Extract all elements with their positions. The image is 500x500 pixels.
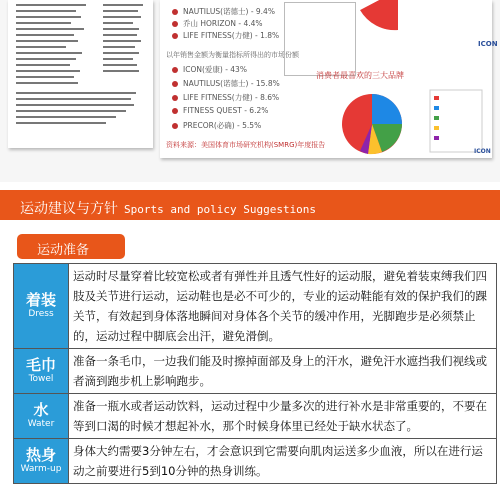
text-line	[16, 110, 126, 112]
text-line	[16, 28, 84, 30]
source-note: 资料来源：美国体育市场研究机构(SMRG)年度报告	[166, 141, 326, 149]
text-line	[103, 52, 139, 54]
brand-share-text: PRECOR(必确) - 5.5%	[183, 121, 262, 130]
brand-share-text: 乔山 HORIZON - 4.4%	[183, 19, 263, 28]
brand-share-item	[172, 18, 263, 29]
row-description: 准备一瓶水或者运动饮料，运动过程中少量多次的进行补水是非常重要的，不要在等到口渴的时候才想起补水，那个时候身体里已经处于缺水状态了。	[73, 399, 487, 433]
section-tab	[17, 234, 125, 259]
legend-swatch	[434, 136, 439, 140]
document-page-left	[8, 0, 153, 148]
pie-slice	[372, 94, 402, 124]
text-line	[103, 64, 137, 66]
text-line	[16, 70, 80, 72]
banner-title-zh: 运动建议与方针	[20, 201, 118, 217]
text-line	[16, 46, 66, 48]
bullet-icon	[172, 21, 178, 27]
pie-slice	[398, 0, 438, 30]
table-row	[14, 394, 496, 439]
text-line	[103, 40, 141, 42]
row-label-zh: 热身	[25, 446, 56, 464]
document-page-right	[160, 0, 498, 158]
row-label	[14, 439, 69, 483]
document-preview-area	[0, 0, 500, 182]
text-line	[16, 76, 74, 78]
text-line	[16, 92, 136, 94]
market-share-heading: 以年销售金额为衡量指标所得出的市场份额	[166, 51, 299, 59]
row-label-en: Water	[27, 419, 55, 429]
bullet-icon	[172, 108, 178, 114]
brand-share-text: ICON(爱康) - 43%	[183, 65, 247, 74]
text-line	[16, 58, 76, 60]
brand-share-text: NAUTILUS(诺德士) - 15.8%	[183, 79, 280, 88]
brand-share-item	[172, 92, 279, 103]
text-line	[103, 16, 141, 18]
banner-title	[20, 198, 316, 218]
text-line	[16, 104, 134, 106]
bottom-pie-chart	[330, 84, 490, 158]
text-line	[16, 116, 116, 118]
row-label-en: Warm-up	[20, 464, 62, 474]
bullet-icon	[172, 33, 178, 39]
row-description: 准备一条毛巾，一边我们能及时擦掉面部及身上的汗水，避免汗水遮挡我们视线或者滴到跑步机上影响跑步。	[73, 354, 487, 388]
text-line	[103, 28, 139, 30]
text-line	[103, 46, 135, 48]
bullet-icon	[172, 81, 178, 87]
brand-share-text: NAUTILUS(诺德士) - 9.4%	[183, 7, 275, 16]
brand-share-item	[172, 64, 247, 75]
bullet-icon	[172, 67, 178, 73]
text-line	[16, 34, 74, 36]
preparation-table	[13, 263, 497, 484]
text-line	[103, 34, 137, 36]
text-line	[16, 22, 71, 24]
text-line	[16, 16, 81, 18]
table-row	[14, 439, 496, 483]
brand-share-item	[172, 120, 261, 131]
row-label	[14, 394, 69, 438]
bullet-icon	[172, 123, 178, 129]
section-banner	[0, 190, 500, 220]
brand-share-item	[172, 106, 268, 115]
banner-title-en: Sports and policy Suggestions	[124, 203, 317, 216]
bullet-icon	[172, 9, 178, 15]
text-line	[103, 10, 138, 12]
text-line	[16, 40, 78, 42]
legend-swatch	[434, 126, 439, 130]
brand-share-item	[172, 30, 279, 41]
text-line	[103, 58, 133, 60]
row-label-en: Towel	[28, 374, 54, 384]
brand-share-text: LIFE FITNESS(力健) - 8.6%	[183, 93, 280, 102]
brand-logo: ICON	[478, 40, 498, 48]
pie-chart-heading: 消费者最喜欢的三大品牌	[316, 71, 404, 80]
row-description: 运动时尽量穿着比较宽松或者有弹性并且透气性好的运动服，避免着装束缚我们四肢及关节进行运动，运动鞋也是必不可少的，专业的运动鞋能有效的保护我们的踝关节，有效起到身体落地瞬间对身体各个关节的缓冲作用，光脚跑步是必须禁止的，运动过程中脚底会出汗，避免滑倒。	[73, 269, 487, 343]
legend-swatch	[434, 106, 439, 110]
text-line	[103, 22, 133, 24]
brand-logo: ICON	[474, 148, 491, 155]
text-line	[16, 52, 82, 54]
section-tab-label: 运动准备	[37, 243, 90, 258]
row-description: 身体大约需要3分钟左右，才会意识到它需要向肌肉运送多少血液，所以在进行运动之前要进行5到10分钟的热身训练。	[73, 444, 483, 478]
brand-share-text: LIFE FITNESS(力健) - 1.8%	[183, 31, 280, 40]
text-line	[103, 70, 139, 72]
text-line	[16, 10, 76, 12]
row-label	[14, 264, 69, 348]
text-line	[16, 82, 78, 84]
brand-share-item	[172, 6, 275, 17]
legend-swatch	[434, 96, 439, 100]
text-line	[16, 122, 106, 124]
text-line	[103, 4, 143, 6]
row-label-zh: 着装	[25, 291, 56, 309]
brand-share-text: FITNESS QUEST - 6.2%	[183, 106, 269, 115]
legend-swatch	[434, 116, 439, 120]
row-label	[14, 349, 69, 393]
brand-share-item	[172, 78, 280, 89]
top-pie-chart	[338, 0, 488, 40]
text-line	[16, 98, 131, 100]
row-label-en: Dress	[28, 309, 54, 319]
text-line	[16, 64, 70, 66]
bullet-icon	[172, 95, 178, 101]
text-line	[16, 4, 86, 6]
table-row	[14, 349, 496, 394]
row-label-zh: 毛巾	[25, 356, 56, 374]
row-label-zh: 水	[33, 401, 49, 419]
table-row	[14, 264, 496, 349]
